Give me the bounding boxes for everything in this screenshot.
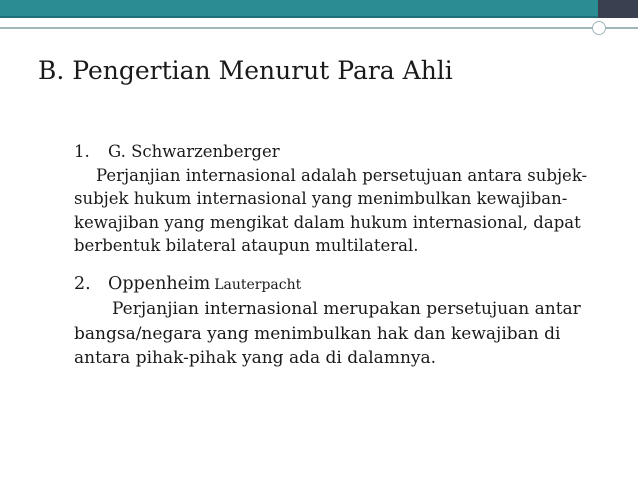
- definition-heading: [74, 140, 604, 164]
- definition-heading: [74, 272, 604, 298]
- definition-item: [74, 140, 604, 258]
- definition-item: [74, 272, 604, 371]
- definition-text: Perjanjian internasional merupakan persetujuan antar bangsa/negara yang menimbulkan hak dan kewajiban di antara pihak-pihak yang ada di dalamnya.: [74, 299, 581, 368]
- definition-text: Perjanjian internasional adalah persetujuan antara subjek-subjek hukum internasional yang menimbulkan kewajiban-kewajiban yang mengikat dalam hukum internasional, dapat berbentuk bilateral ataupun multilateral.: [74, 165, 588, 255]
- slide-content: [74, 140, 604, 371]
- header-bar-corner: [598, 0, 638, 18]
- header-bar: [0, 0, 638, 18]
- header-divider: [0, 27, 638, 29]
- slide-title: B. Pengertian Menurut Para Ahli: [38, 56, 453, 85]
- divider-circle-marker: [592, 21, 606, 35]
- item-number: 2.: [74, 273, 91, 294]
- item-number: 1.: [74, 142, 90, 161]
- expert-name: G. Schwarzenberger: [108, 142, 280, 161]
- header-bar-accent: [0, 0, 598, 18]
- expert-subname: Lauterpacht: [214, 276, 302, 293]
- expert-name: Oppenheim: [108, 273, 211, 294]
